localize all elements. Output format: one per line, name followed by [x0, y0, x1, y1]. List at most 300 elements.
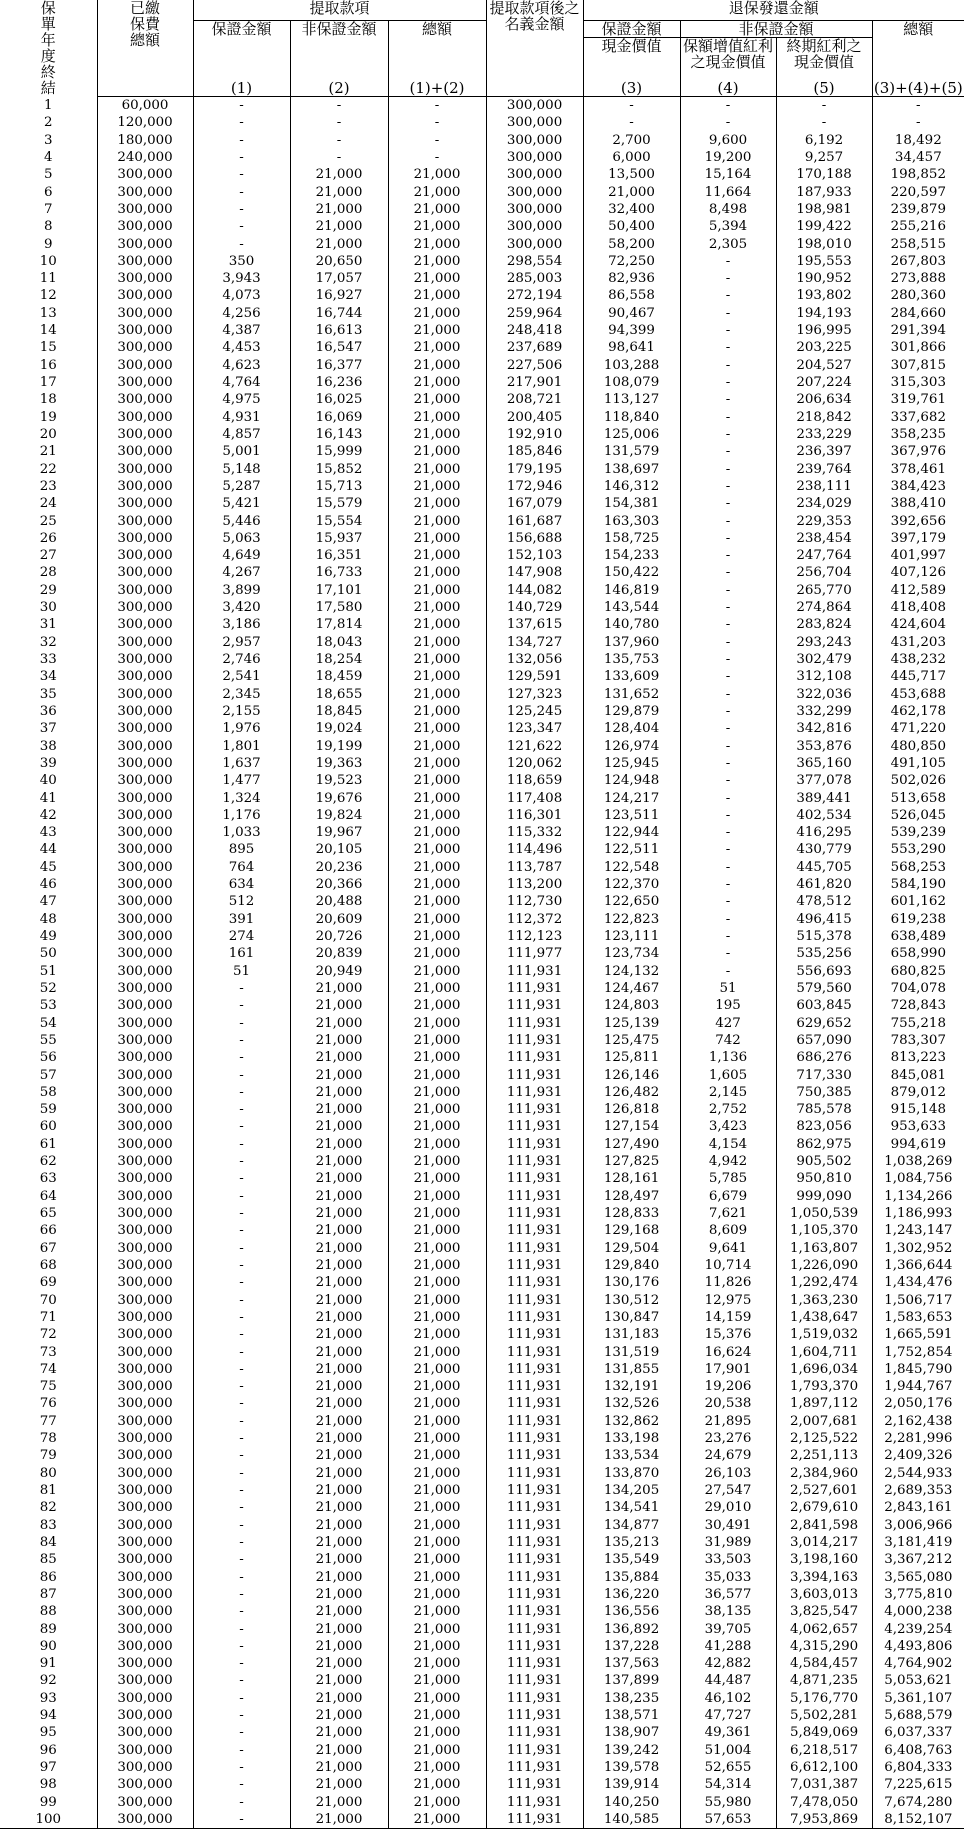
cell-policy-year: 3 [43, 132, 53, 148]
cell-cash-value: 140,585 [583, 1811, 680, 1829]
header-ref-5: (5) [776, 70, 872, 97]
cell-withdrawal-guaranteed: 4,931 [193, 409, 290, 426]
table-row [0, 1707, 964, 1724]
cell-reversionary-bonus: 46,102 [680, 1690, 776, 1707]
cell-surrender-total: 198,852 [872, 166, 964, 183]
cell-surrender-total: 491,105 [872, 755, 964, 772]
cell-surrender-total: 4,239,254 [872, 1621, 964, 1638]
cell-surrender-total: 388,410 [872, 495, 964, 512]
cell-cash-value: 139,578 [583, 1759, 680, 1776]
cell-surrender-total: 1,366,644 [872, 1257, 964, 1274]
cell-surrender-total: 412,589 [872, 582, 964, 599]
cell-withdrawal-total: 21,000 [388, 790, 486, 807]
table-row [0, 443, 964, 460]
cell-withdrawal-guaranteed: - [193, 1118, 290, 1135]
cell-total-premium: 300,000 [97, 1170, 193, 1187]
cell-total-premium: 300,000 [97, 807, 193, 824]
cell-cash-value: 122,548 [583, 859, 680, 876]
cell-withdrawal-total: 21,000 [388, 1724, 486, 1741]
cell-notional-amount: 237,689 [486, 339, 583, 356]
cell-surrender-total: 7,225,615 [872, 1776, 964, 1793]
cell-terminal-bonus: 196,995 [776, 322, 872, 339]
cell-total-premium: 300,000 [97, 703, 193, 720]
cell-withdrawal-non-guaranteed: 21,000 [290, 1240, 388, 1257]
cell-total-premium: 300,000 [97, 928, 193, 945]
cell-terminal-bonus: 6,192 [776, 132, 872, 149]
cell-terminal-bonus: 193,802 [776, 287, 872, 304]
cell-notional-amount: 111,931 [486, 1499, 583, 1516]
cell-withdrawal-non-guaranteed: 19,024 [290, 720, 388, 737]
cell-reversionary-bonus: - [680, 564, 776, 581]
header-ref-1: (1) [193, 70, 290, 97]
cell-reversionary-bonus: 7,621 [680, 1205, 776, 1222]
cell-withdrawal-guaranteed: - [193, 1032, 290, 1049]
cell-withdrawal-non-guaranteed: 21,000 [290, 1638, 388, 1655]
cell-withdrawal-total: 21,000 [388, 1551, 486, 1568]
cell-withdrawal-total: 21,000 [388, 1690, 486, 1707]
cell-withdrawal-total: 21,000 [388, 391, 486, 408]
cell-withdrawal-guaranteed: - [193, 1707, 290, 1724]
cell-policy-year: 19 [39, 409, 57, 425]
cell-reversionary-bonus: - [680, 547, 776, 564]
cell-cash-value: 82,936 [583, 270, 680, 287]
cell-withdrawal-non-guaranteed: 20,488 [290, 893, 388, 910]
cell-withdrawal-non-guaranteed: 16,069 [290, 409, 388, 426]
cell-cash-value: 122,650 [583, 893, 680, 910]
cell-surrender-total: 1,944,767 [872, 1378, 964, 1395]
cell-reversionary-bonus: - [680, 928, 776, 945]
cell-policy-year: 48 [39, 911, 57, 927]
cell-withdrawal-guaranteed: - [193, 1811, 290, 1829]
cell-total-premium: 300,000 [97, 1049, 193, 1066]
table-body [0, 97, 964, 1829]
cell-notional-amount: 217,901 [486, 374, 583, 391]
table-row [0, 893, 964, 910]
cell-withdrawal-guaranteed: - [193, 1101, 290, 1118]
cell-withdrawal-non-guaranteed: 21,000 [290, 1361, 388, 1378]
cell-notional-amount: 300,000 [486, 132, 583, 149]
cell-withdrawal-non-guaranteed: 15,579 [290, 495, 388, 512]
cell-surrender-total: 284,660 [872, 305, 964, 322]
cell-terminal-bonus: 603,845 [776, 997, 872, 1014]
cell-policy-year: 15 [39, 340, 57, 356]
cell-reversionary-bonus: 8,498 [680, 201, 776, 218]
cell-withdrawal-guaranteed: - [193, 1551, 290, 1568]
cell-total-premium: 300,000 [97, 616, 193, 633]
cell-notional-amount: 111,931 [486, 1049, 583, 1066]
cell-total-premium: 300,000 [97, 1603, 193, 1620]
cell-terminal-bonus: 6,218,517 [776, 1742, 872, 1759]
cell-withdrawal-guaranteed: 4,073 [193, 287, 290, 304]
table-row [0, 1569, 964, 1586]
cell-surrender-total: 638,489 [872, 928, 964, 945]
cell-surrender-total: 553,290 [872, 841, 964, 858]
cell-cash-value: 6,000 [583, 149, 680, 166]
cell-total-premium: 300,000 [97, 374, 193, 391]
cell-withdrawal-total: 21,000 [388, 1015, 486, 1032]
cell-reversionary-bonus: 23,276 [680, 1430, 776, 1447]
cell-reversionary-bonus: 1,136 [680, 1049, 776, 1066]
cell-terminal-bonus: 2,251,113 [776, 1447, 872, 1464]
cell-notional-amount: 114,496 [486, 841, 583, 858]
cell-cash-value: 133,870 [583, 1465, 680, 1482]
cell-terminal-bonus: 312,108 [776, 668, 872, 685]
cell-policy-year: 4 [43, 149, 53, 165]
table-row [0, 1413, 964, 1430]
cell-surrender-total: 3,006,966 [872, 1517, 964, 1534]
cell-policy-year: 50 [39, 946, 57, 962]
cell-reversionary-bonus: 8,609 [680, 1222, 776, 1239]
cell-notional-amount: 111,931 [486, 1430, 583, 1447]
cell-withdrawal-non-guaranteed: 16,927 [290, 287, 388, 304]
cell-terminal-bonus: 194,193 [776, 305, 872, 322]
cell-policy-year: 7 [43, 201, 53, 217]
cell-cash-value: 143,544 [583, 599, 680, 616]
cell-total-premium: 300,000 [97, 1534, 193, 1551]
cell-surrender-total: 1,038,269 [872, 1153, 964, 1170]
cell-policy-year: 54 [39, 1015, 57, 1031]
cell-withdrawal-guaranteed: 1,637 [193, 755, 290, 772]
cell-reversionary-bonus: - [680, 911, 776, 928]
cell-withdrawal-total: 21,000 [388, 1707, 486, 1724]
cell-surrender-total: 539,239 [872, 824, 964, 841]
cell-policy-year: 18 [39, 392, 57, 408]
cell-total-premium: 300,000 [97, 893, 193, 910]
cell-cash-value: 131,652 [583, 686, 680, 703]
cell-cash-value: 32,400 [583, 201, 680, 218]
cell-cash-value: 132,526 [583, 1395, 680, 1412]
cell-withdrawal-guaranteed: 2,345 [193, 686, 290, 703]
cell-policy-year: 71 [39, 1309, 57, 1325]
cell-surrender-total: 3,565,080 [872, 1569, 964, 1586]
cell-reversionary-bonus: 33,503 [680, 1551, 776, 1568]
cell-notional-amount: 112,372 [486, 911, 583, 928]
cell-notional-amount: 259,964 [486, 305, 583, 322]
cell-notional-amount: 111,931 [486, 1672, 583, 1689]
cell-notional-amount: 111,931 [486, 1724, 583, 1741]
cell-reversionary-bonus: - [680, 478, 776, 495]
cell-notional-amount: 137,615 [486, 616, 583, 633]
cell-withdrawal-total: 21,000 [388, 1240, 486, 1257]
cell-policy-year: 95 [39, 1725, 57, 1741]
cell-withdrawal-non-guaranteed: 20,105 [290, 841, 388, 858]
cell-withdrawal-non-guaranteed: 21,000 [290, 218, 388, 235]
cell-policy-year: 88 [39, 1604, 57, 1620]
cell-total-premium: 300,000 [97, 1655, 193, 1672]
cell-withdrawal-guaranteed: - [193, 1378, 290, 1395]
table-row [0, 668, 964, 685]
cell-withdrawal-total: 21,000 [388, 1170, 486, 1187]
cell-surrender-total: 401,997 [872, 547, 964, 564]
cell-withdrawal-total: 21,000 [388, 928, 486, 945]
cell-surrender-total: 619,238 [872, 911, 964, 928]
cell-cash-value: 126,974 [583, 738, 680, 755]
cell-total-premium: 300,000 [97, 564, 193, 581]
cell-notional-amount: 300,000 [486, 184, 583, 201]
cell-withdrawal-guaranteed: 4,857 [193, 426, 290, 443]
cell-withdrawal-guaranteed: - [193, 1067, 290, 1084]
cell-withdrawal-non-guaranteed: 21,000 [290, 1274, 388, 1291]
cell-withdrawal-guaranteed: - [193, 1084, 290, 1101]
cell-terminal-bonus: 302,479 [776, 651, 872, 668]
cell-total-premium: 300,000 [97, 1638, 193, 1655]
cell-withdrawal-guaranteed: - [193, 184, 290, 201]
cell-policy-year: 23 [39, 478, 57, 494]
table-row [0, 651, 964, 668]
cell-withdrawal-total: 21,000 [388, 1153, 486, 1170]
cell-total-premium: 300,000 [97, 599, 193, 616]
cell-terminal-bonus: 1,050,539 [776, 1205, 872, 1222]
cell-withdrawal-guaranteed: - [193, 1188, 290, 1205]
cell-withdrawal-total: 21,000 [388, 1395, 486, 1412]
cell-withdrawal-total: 21,000 [388, 1655, 486, 1672]
cell-withdrawal-non-guaranteed: 21,000 [290, 1586, 388, 1603]
cell-notional-amount: 179,195 [486, 461, 583, 478]
cell-withdrawal-total: 21,000 [388, 166, 486, 183]
cell-cash-value: 113,127 [583, 391, 680, 408]
cell-policy-year: 73 [39, 1344, 57, 1360]
cell-withdrawal-non-guaranteed: 16,025 [290, 391, 388, 408]
cell-withdrawal-guaranteed: - [193, 114, 290, 131]
cell-withdrawal-guaranteed: - [193, 1240, 290, 1257]
cell-terminal-bonus: 686,276 [776, 1049, 872, 1066]
cell-reversionary-bonus: - [680, 738, 776, 755]
cell-terminal-bonus: 999,090 [776, 1188, 872, 1205]
cell-policy-year: 26 [39, 530, 57, 546]
cell-cash-value: 135,753 [583, 651, 680, 668]
cell-notional-amount: 300,000 [486, 236, 583, 253]
cell-total-premium: 300,000 [97, 1344, 193, 1361]
cell-total-premium: 300,000 [97, 443, 193, 460]
cell-withdrawal-guaranteed: - [193, 1257, 290, 1274]
cell-cash-value: 129,840 [583, 1257, 680, 1274]
cell-policy-year: 17 [39, 375, 57, 390]
cell-reversionary-bonus: - [680, 963, 776, 980]
cell-surrender-total: 680,825 [872, 963, 964, 980]
cell-policy-year: 20 [39, 426, 57, 442]
cell-withdrawal-guaranteed: 5,287 [193, 478, 290, 495]
cell-total-premium: 300,000 [97, 1482, 193, 1499]
table-row [0, 513, 964, 530]
cell-withdrawal-non-guaranteed: 21,000 [290, 1413, 388, 1430]
table-row [0, 339, 964, 356]
cell-withdrawal-total: 21,000 [388, 997, 486, 1014]
cell-reversionary-bonus: - [680, 374, 776, 391]
cell-total-premium: 300,000 [97, 236, 193, 253]
header-surrender-total: 總額 [872, 21, 964, 71]
cell-cash-value: 126,146 [583, 1067, 680, 1084]
cell-surrender-total: 34,457 [872, 149, 964, 166]
cell-reversionary-bonus: 38,135 [680, 1603, 776, 1620]
header-withdrawal-total: 總額 [388, 21, 486, 71]
cell-policy-year: 94 [39, 1708, 57, 1724]
table-row [0, 1309, 964, 1326]
cell-withdrawal-guaranteed: - [193, 1569, 290, 1586]
cell-notional-amount: 127,323 [486, 686, 583, 703]
table-row [0, 478, 964, 495]
cell-total-premium: 180,000 [97, 132, 193, 149]
cell-withdrawal-non-guaranteed: 17,101 [290, 582, 388, 599]
cell-cash-value: 129,168 [583, 1222, 680, 1239]
cell-notional-amount: 111,931 [486, 1621, 583, 1638]
cell-cash-value: 137,228 [583, 1638, 680, 1655]
cell-surrender-total: 2,843,161 [872, 1499, 964, 1516]
cell-policy-year: 78 [39, 1431, 57, 1447]
cell-withdrawal-total: 21,000 [388, 1032, 486, 1049]
cell-cash-value: 124,132 [583, 963, 680, 980]
cell-notional-amount: 111,931 [486, 963, 583, 980]
header-ref-3: (3) [583, 70, 680, 97]
cell-cash-value: 126,818 [583, 1101, 680, 1118]
cell-policy-year: 55 [39, 1032, 57, 1048]
cell-cash-value: 128,161 [583, 1170, 680, 1187]
cell-surrender-total: 418,408 [872, 599, 964, 616]
table-row [0, 1690, 964, 1707]
table-row [0, 1447, 964, 1464]
cell-policy-year: 8 [43, 219, 53, 235]
cell-total-premium: 300,000 [97, 253, 193, 270]
cell-notional-amount: 147,908 [486, 564, 583, 581]
cell-surrender-total: 3,367,212 [872, 1551, 964, 1568]
cell-terminal-bonus: 1,105,370 [776, 1222, 872, 1239]
cell-withdrawal-total: 21,000 [388, 1257, 486, 1274]
table-row [0, 1794, 964, 1811]
cell-surrender-total: 568,253 [872, 859, 964, 876]
cell-cash-value: 131,579 [583, 443, 680, 460]
cell-terminal-bonus: 2,007,681 [776, 1413, 872, 1430]
cell-withdrawal-total: 21,000 [388, 1361, 486, 1378]
cell-withdrawal-guaranteed: - [193, 1482, 290, 1499]
cell-withdrawal-guaranteed: 3,420 [193, 599, 290, 616]
cell-withdrawal-non-guaranteed: 21,000 [290, 1101, 388, 1118]
cell-withdrawal-guaranteed: - [193, 1655, 290, 1672]
cell-cash-value: 133,534 [583, 1447, 680, 1464]
cell-reversionary-bonus: - [680, 270, 776, 287]
cell-withdrawal-non-guaranteed: 15,999 [290, 443, 388, 460]
cell-cash-value: 94,399 [583, 322, 680, 339]
table-row [0, 859, 964, 876]
cell-policy-year: 30 [39, 600, 57, 616]
table-row [0, 911, 964, 928]
cell-total-premium: 300,000 [97, 530, 193, 547]
header-withdrawal: 提取款項 [193, 0, 486, 21]
cell-terminal-bonus: 342,816 [776, 720, 872, 737]
cell-total-premium: 300,000 [97, 305, 193, 322]
cell-withdrawal-non-guaranteed: 21,000 [290, 997, 388, 1014]
cell-total-premium: 300,000 [97, 1569, 193, 1586]
cell-surrender-total: 3,775,810 [872, 1586, 964, 1603]
cell-notional-amount: 185,846 [486, 443, 583, 460]
table-row [0, 1153, 964, 1170]
cell-surrender-total: 879,012 [872, 1084, 964, 1101]
cell-withdrawal-total: 21,000 [388, 374, 486, 391]
cell-policy-year: 70 [39, 1292, 57, 1308]
cell-reversionary-bonus: - [680, 824, 776, 841]
cell-withdrawal-total: 21,000 [388, 980, 486, 997]
cell-policy-year: 92 [39, 1673, 57, 1689]
cell-withdrawal-non-guaranteed: 20,236 [290, 859, 388, 876]
cell-policy-year: 34 [39, 669, 57, 685]
cell-terminal-bonus: 2,841,598 [776, 1517, 872, 1534]
cell-cash-value: 103,288 [583, 357, 680, 374]
cell-withdrawal-guaranteed: 3,186 [193, 616, 290, 633]
cell-withdrawal-total: - [388, 97, 486, 115]
cell-withdrawal-total: 21,000 [388, 1222, 486, 1239]
cell-cash-value: 138,571 [583, 1707, 680, 1724]
cell-total-premium: 60,000 [97, 97, 193, 115]
cell-withdrawal-non-guaranteed: 19,199 [290, 738, 388, 755]
cell-reversionary-bonus: - [680, 616, 776, 633]
cell-policy-year: 46 [39, 877, 57, 893]
cell-withdrawal-guaranteed: - [193, 980, 290, 997]
table-row [0, 184, 964, 201]
cell-total-premium: 300,000 [97, 1776, 193, 1793]
table-row [0, 357, 964, 374]
cell-reversionary-bonus: - [680, 305, 776, 322]
cell-total-premium: 300,000 [97, 1551, 193, 1568]
cell-notional-amount: 208,721 [486, 391, 583, 408]
cell-policy-year: 93 [39, 1690, 57, 1706]
cell-cash-value: 136,556 [583, 1603, 680, 1620]
table-row [0, 1274, 964, 1291]
cell-cash-value: 125,945 [583, 755, 680, 772]
cell-withdrawal-total: 21,000 [388, 530, 486, 547]
cell-total-premium: 300,000 [97, 1413, 193, 1430]
cell-total-premium: 300,000 [97, 1101, 193, 1118]
cell-reversionary-bonus: 16,624 [680, 1344, 776, 1361]
cell-withdrawal-non-guaranteed: 21,000 [290, 1309, 388, 1326]
cell-policy-year: 75 [39, 1379, 57, 1395]
cell-withdrawal-non-guaranteed: 21,000 [290, 1759, 388, 1776]
cell-withdrawal-non-guaranteed: 21,000 [290, 1742, 388, 1759]
cell-withdrawal-guaranteed: - [193, 1049, 290, 1066]
cell-terminal-bonus: 823,056 [776, 1118, 872, 1135]
cell-withdrawal-total: 21,000 [388, 582, 486, 599]
table-row [0, 928, 964, 945]
cell-reversionary-bonus: 52,655 [680, 1759, 776, 1776]
header-surrender-value: 退保發還金額 [583, 0, 964, 21]
table-row [0, 634, 964, 651]
cell-surrender-total: 6,408,763 [872, 1742, 964, 1759]
cell-cash-value: 122,511 [583, 841, 680, 858]
cell-total-premium: 300,000 [97, 166, 193, 183]
table-row [0, 547, 964, 564]
table-row [0, 1499, 964, 1516]
cell-notional-amount: 111,931 [486, 1274, 583, 1291]
table-row [0, 1188, 964, 1205]
table-row [0, 1032, 964, 1049]
cell-notional-amount: 111,931 [486, 1170, 583, 1187]
cell-notional-amount: 161,687 [486, 513, 583, 530]
cell-notional-amount: 111,931 [486, 1136, 583, 1153]
cell-withdrawal-total: 21,000 [388, 1413, 486, 1430]
cell-total-premium: 300,000 [97, 1188, 193, 1205]
cell-policy-year: 40 [39, 773, 57, 789]
cell-notional-amount: 111,931 [486, 1655, 583, 1672]
header-cash-value: 現金價值 [583, 38, 680, 71]
cell-cash-value: 50,400 [583, 218, 680, 235]
cell-notional-amount: 111,931 [486, 980, 583, 997]
table-row [0, 1015, 964, 1032]
cell-reversionary-bonus: - [680, 426, 776, 443]
cell-notional-amount: 120,062 [486, 755, 583, 772]
cell-withdrawal-total: 21,000 [388, 1534, 486, 1551]
cell-total-premium: 300,000 [97, 1759, 193, 1776]
cell-policy-year: 79 [39, 1448, 57, 1464]
cell-surrender-total: 1,243,147 [872, 1222, 964, 1239]
cell-terminal-bonus: 377,078 [776, 772, 872, 789]
cell-terminal-bonus: 4,062,657 [776, 1621, 872, 1638]
